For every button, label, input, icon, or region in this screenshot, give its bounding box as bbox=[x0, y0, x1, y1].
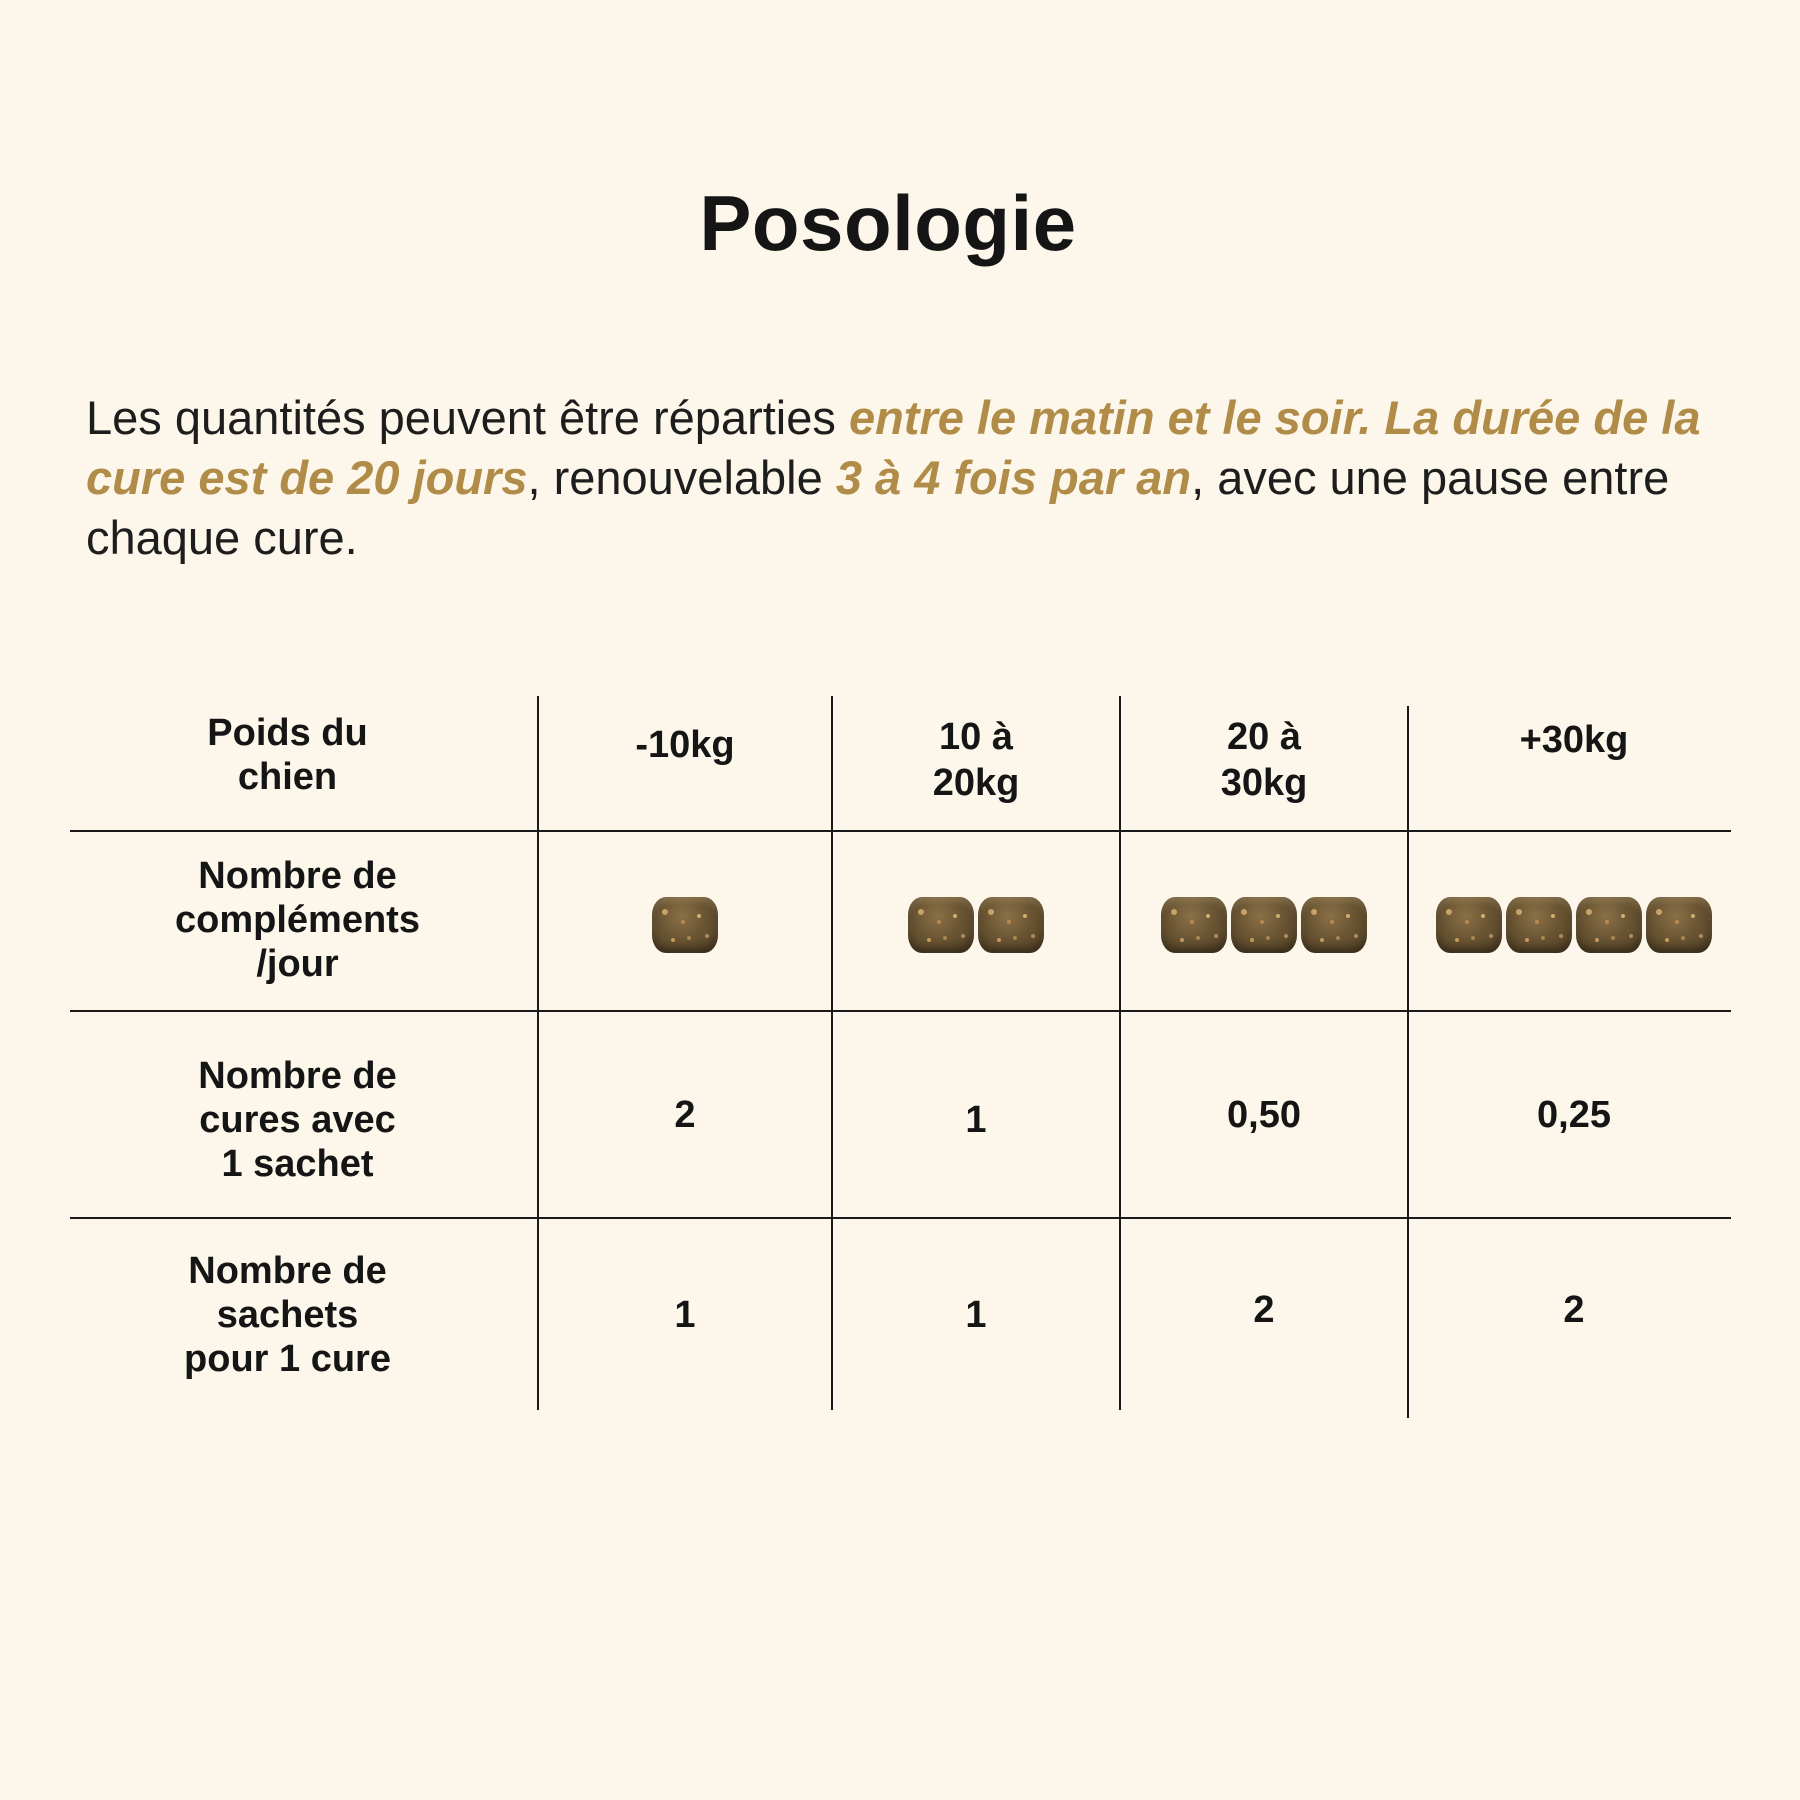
row-supplements-label bbox=[120, 840, 475, 1000]
intro-highlight-3: 3 à 4 fois par an bbox=[835, 451, 1192, 504]
header-col-1 bbox=[539, 690, 831, 800]
row-sachets-line3: pour 1 cure bbox=[184, 1338, 391, 1380]
supplement-pills bbox=[652, 897, 718, 953]
header-col-2 bbox=[833, 690, 1119, 830]
intro-highlight-2: La durée de la cure est de 20 jours bbox=[86, 391, 1701, 504]
row-cures-line1: Nombre de bbox=[198, 1055, 397, 1097]
chew-tablet-icon bbox=[1646, 897, 1712, 953]
cures-col-3 bbox=[1121, 1070, 1407, 1160]
header-col-2-line2: 20kg bbox=[932, 762, 1020, 804]
chew-tablet-icon bbox=[1231, 897, 1297, 953]
chew-tablet-icon bbox=[908, 897, 974, 953]
sachets-value-2: 1 bbox=[965, 1294, 987, 1336]
cures-value-2: 1 bbox=[965, 1099, 987, 1141]
supplements-col-3 bbox=[1121, 840, 1407, 1010]
header-weight-label bbox=[120, 690, 455, 820]
header-col-4-line1: +30kg bbox=[1519, 719, 1629, 761]
page-title: Posologie bbox=[699, 179, 1077, 267]
supplement-pills bbox=[1436, 897, 1712, 953]
row-sachets-label bbox=[120, 1235, 455, 1395]
sachets-col-4 bbox=[1409, 1265, 1739, 1355]
chew-tablet-icon bbox=[1436, 897, 1502, 953]
header-col-3-line1: 20 à bbox=[1227, 716, 1301, 758]
cures-value-1: 2 bbox=[674, 1094, 696, 1136]
supplements-col-1 bbox=[539, 840, 831, 1010]
header-col-4 bbox=[1409, 690, 1739, 790]
intro-highlight-1: entre le matin et le soir. bbox=[848, 391, 1372, 444]
header-col-1-line1: -10kg bbox=[635, 724, 735, 766]
row-supplements-line1: Nombre de bbox=[198, 855, 397, 897]
chew-tablet-icon bbox=[652, 897, 718, 953]
intro-text-4: , avec une pause entre chaque cure. bbox=[86, 451, 1670, 564]
cures-value-4: 0,25 bbox=[1537, 1094, 1611, 1136]
row-cures-label bbox=[120, 1040, 475, 1200]
sachets-value-4: 2 bbox=[1563, 1289, 1585, 1331]
supplement-pills bbox=[1161, 897, 1367, 953]
cures-col-2 bbox=[833, 1075, 1119, 1165]
row-sachets-line2: sachets bbox=[216, 1294, 359, 1336]
supplements-col-4 bbox=[1409, 840, 1739, 1010]
cures-col-4 bbox=[1409, 1070, 1739, 1160]
header-weight-line1: Poids du bbox=[207, 712, 368, 754]
row-supplements-line2: compléments bbox=[175, 899, 420, 941]
table-rule bbox=[70, 1010, 1731, 1012]
sachets-col-1 bbox=[539, 1270, 831, 1360]
table-rule bbox=[70, 830, 1731, 832]
sachets-value-1: 1 bbox=[674, 1294, 696, 1336]
chew-tablet-icon bbox=[978, 897, 1044, 953]
cures-value-3: 0,50 bbox=[1227, 1094, 1301, 1136]
cures-col-1 bbox=[539, 1070, 831, 1160]
header-col-3 bbox=[1121, 690, 1407, 830]
chew-tablet-icon bbox=[1161, 897, 1227, 953]
chew-tablet-icon bbox=[1576, 897, 1642, 953]
header-col-3-line2: 30kg bbox=[1220, 762, 1308, 804]
row-supplements-line3: /jour bbox=[256, 943, 339, 985]
supplement-pills bbox=[908, 897, 1044, 953]
supplements-col-2 bbox=[833, 840, 1119, 1010]
sachets-col-3 bbox=[1121, 1265, 1407, 1355]
row-cures-line2: cures avec bbox=[199, 1099, 396, 1141]
header-weight-line2: chien bbox=[237, 756, 338, 798]
intro-text-3: , renouvelable bbox=[527, 451, 836, 504]
sachets-value-3: 2 bbox=[1253, 1289, 1275, 1331]
chew-tablet-icon bbox=[1301, 897, 1367, 953]
chew-tablet-icon bbox=[1506, 897, 1572, 953]
table-rule bbox=[70, 1217, 1731, 1219]
row-cures-line3: 1 sachet bbox=[221, 1143, 374, 1185]
sachets-col-2 bbox=[833, 1270, 1119, 1360]
row-sachets-line1: Nombre de bbox=[188, 1250, 387, 1292]
intro-text-1: Les quantités peuvent être réparties bbox=[86, 391, 849, 444]
header-col-2-line1: 10 à bbox=[939, 716, 1013, 758]
